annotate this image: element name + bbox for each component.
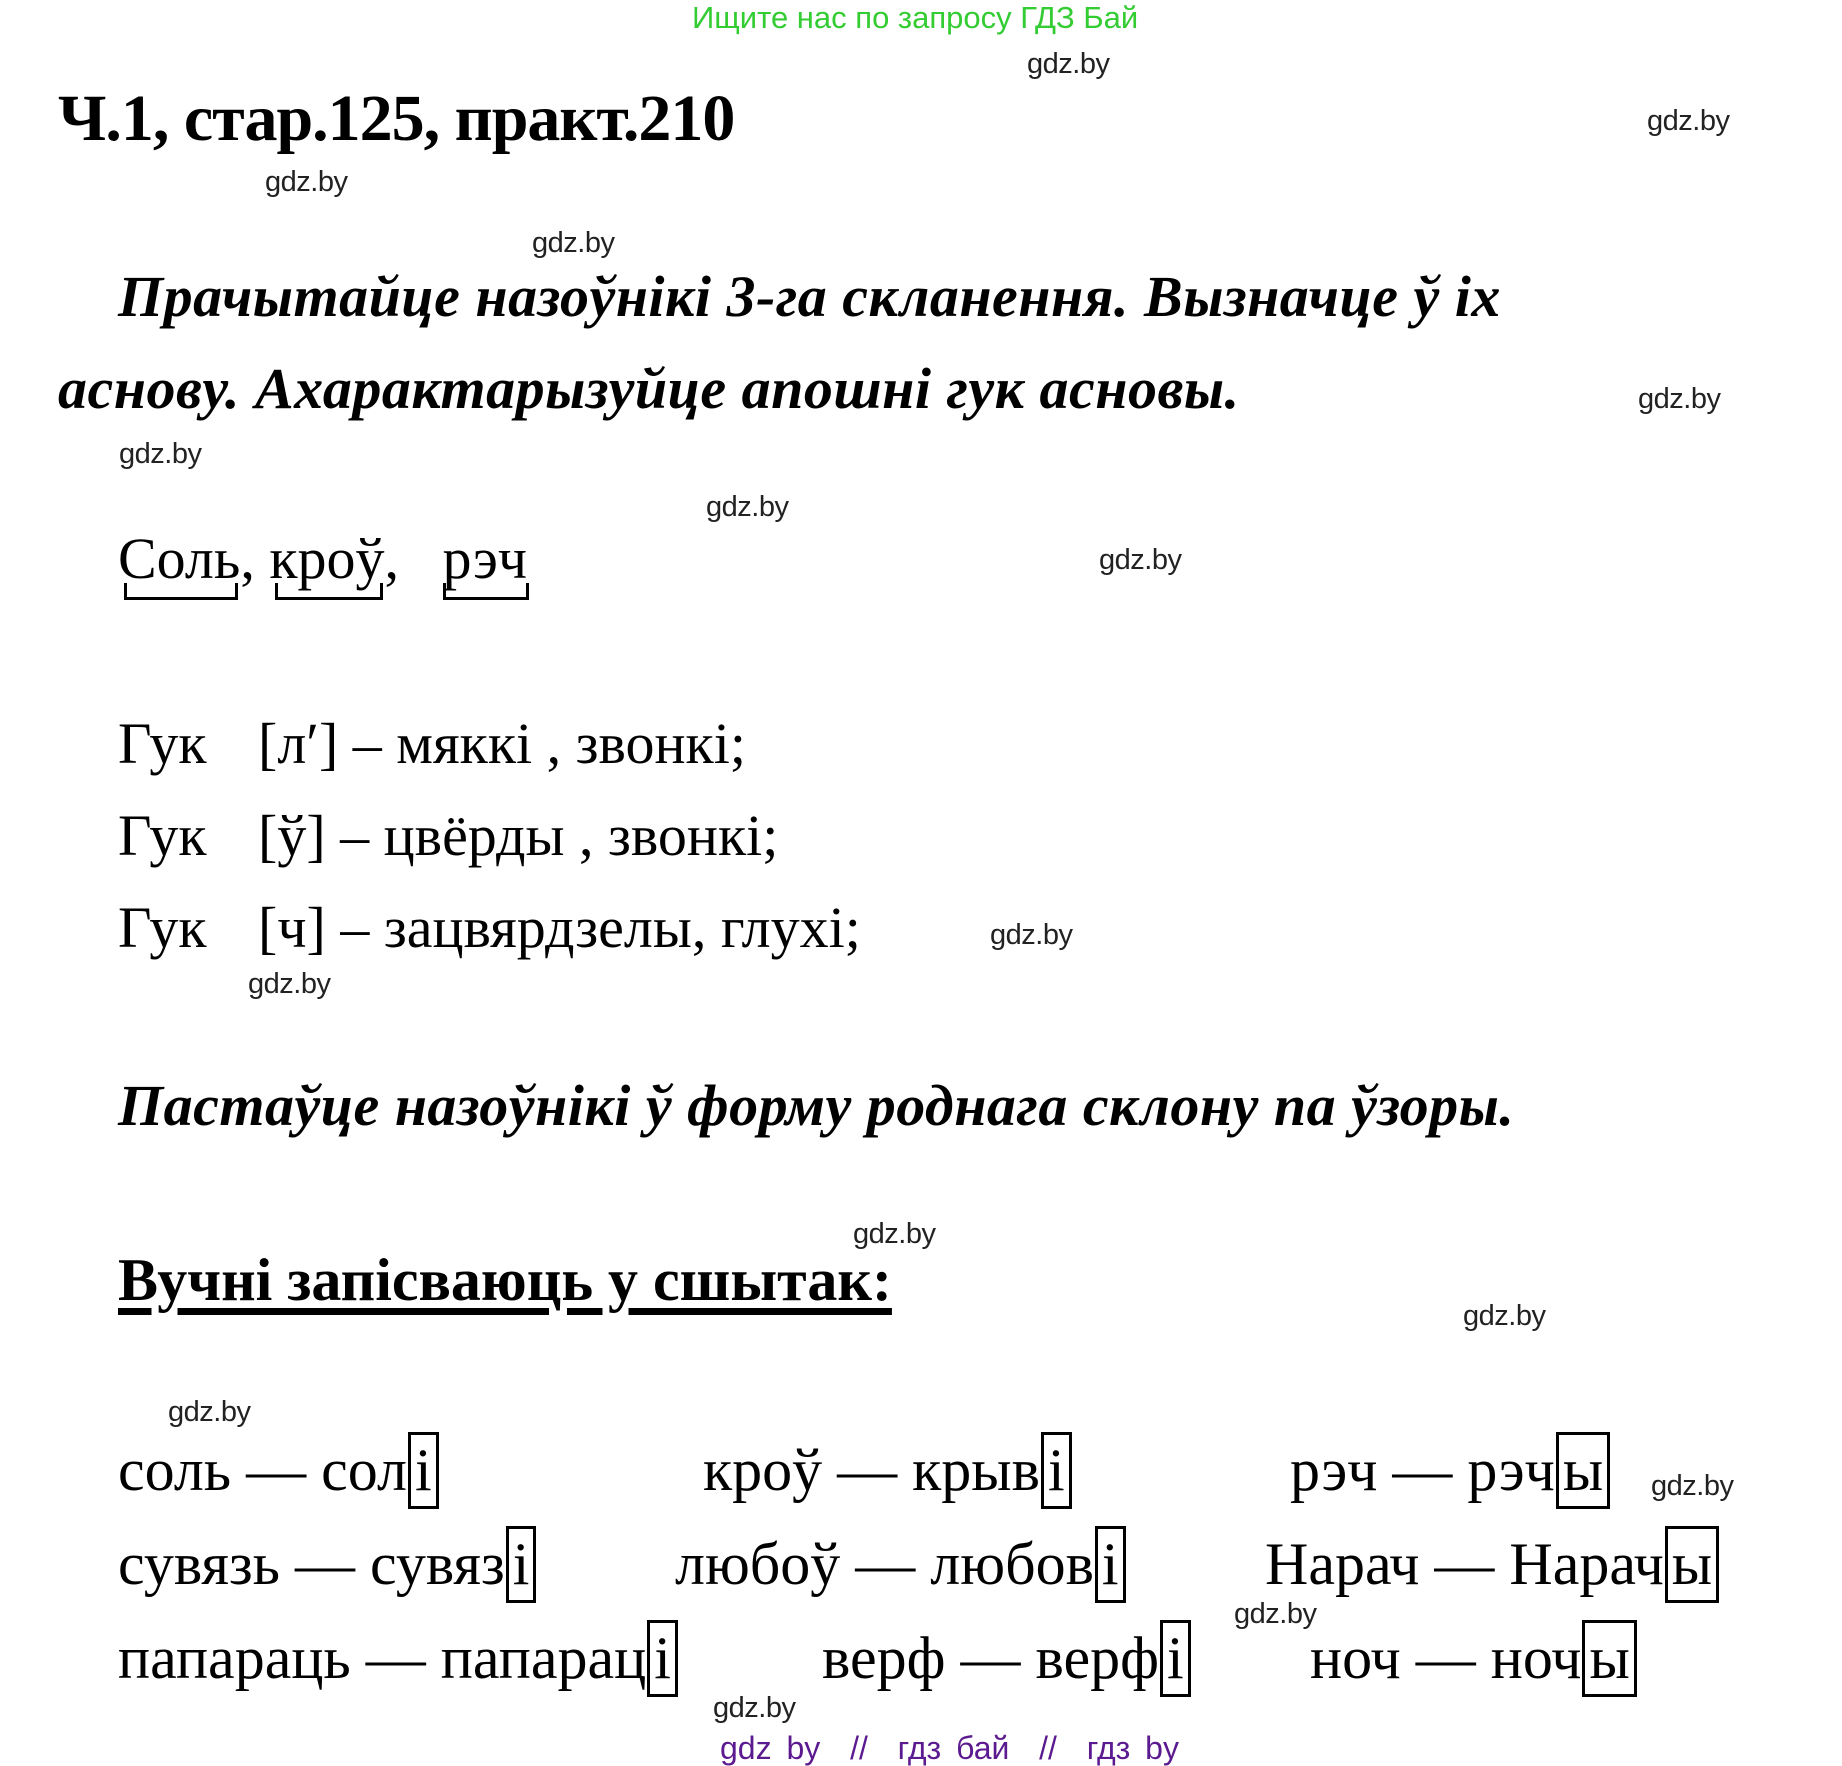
dash: — [231,1437,322,1503]
watermark: gdz.by [119,438,202,470]
watermark: gdz.by [713,1692,796,1724]
genitive-stem: крыв [912,1437,1040,1503]
dash: — [350,1625,441,1691]
watermark: gdz.by [1651,1470,1734,1502]
base-word: Нарач [1265,1531,1420,1597]
sound-description: – зацвярдзелы, глухі; [340,895,861,960]
stem-word-krou [269,526,385,591]
base-word: ноч [1310,1625,1401,1691]
sound-label: Гук [118,803,207,868]
sound-line-2 [118,803,779,868]
ending-box: ы [1556,1432,1610,1509]
ending-box: ы [1665,1526,1719,1603]
dash: — [1377,1437,1468,1503]
dash: — [1400,1625,1491,1691]
base-word: рэч [1290,1437,1378,1503]
sound-symbol: [ў] [258,803,326,868]
genitive-stem: Нарач [1509,1531,1664,1597]
separator: , [240,526,270,591]
word-text: рэч [442,526,528,591]
pair-item [118,1526,536,1603]
watermark: gdz.by [1463,1300,1546,1332]
ending-box: і [408,1432,439,1509]
watermark: gdz.by [706,491,789,523]
watermark: gdz.by [990,919,1073,951]
stem-bracket [124,583,238,600]
ending-box: і [1095,1526,1126,1603]
ending-box: і [1160,1620,1191,1697]
stem-word-sol [118,526,241,591]
pair-item [118,1620,678,1697]
base-word: любоў [675,1531,841,1597]
pair-item [703,1432,1072,1509]
subheading: Вучні запісваюць у сшытак: [118,1247,892,1313]
watermark: gdz.by [532,227,615,259]
base-word: верф [822,1625,946,1691]
sound-line-3 [118,895,861,960]
genitive-stem: рэч [1467,1437,1555,1503]
genitive-stem: папарац [440,1625,647,1691]
watermark: gdz.by [1647,105,1730,137]
genitive-stem: ноч [1490,1625,1582,1691]
page-title: Ч.1, стар.125, практ.210 [58,82,735,155]
stem-bracket [443,583,530,600]
word-text: кроў [269,526,385,591]
instruction-2: Пастаўце назоўнікі ў форму роднага склону па ўзоры. [118,1073,1515,1138]
sound-label: Гук [118,711,207,776]
ending-box: і [647,1620,678,1697]
genitive-stem: любов [930,1531,1094,1597]
pair-item [1310,1620,1637,1697]
sound-description: – мяккі , звонкі; [352,711,746,776]
dash: — [840,1531,931,1597]
watermark: gdz.by [1099,544,1182,576]
watermark: gdz.by [168,1396,251,1428]
word-text: Соль [118,526,241,591]
watermark: gdz.by [1027,48,1110,80]
instruction-line-2: аснову. Ахарактарызуйце апошні гук асновы. [58,356,1240,421]
stem-words-line [118,526,528,591]
watermark: gdz.by [265,166,348,198]
search-hint-banner: Ищите нас по запросу ГДЗ Бай [692,0,1139,35]
dash: — [280,1531,371,1597]
ending-box: ы [1582,1620,1636,1697]
sound-description: – цвёрды , звонкі; [340,803,779,868]
sound-symbol: [л′] [258,711,339,776]
dash: — [822,1437,913,1503]
instruction-line-1: Прачытайце назоўнікі 3-га скланення. Вызначце ў іх [118,264,1501,329]
pair-item [675,1526,1126,1603]
sound-symbol: [ч] [258,895,326,960]
pair-item [118,1432,439,1509]
watermark: gdz.by [248,968,331,1000]
dash: — [1419,1531,1510,1597]
base-word: папараць [118,1625,351,1691]
watermark: gdz.by [1638,383,1721,415]
base-word: сувязь [118,1531,281,1597]
ending-box: і [506,1526,537,1603]
sound-label: Гук [118,895,207,960]
genitive-stem: верф [1035,1625,1159,1691]
watermark: gdz.by [1234,1598,1317,1630]
ending-box: і [1041,1432,1072,1509]
genitive-stem: сол [321,1437,407,1503]
footer-links: gdz by // гдз бай // гдз by [720,1730,1179,1766]
pair-item [822,1620,1191,1697]
stem-bracket [275,583,382,600]
sound-line-1 [118,711,746,776]
separator: , [384,526,443,591]
base-word: кроў [703,1437,823,1503]
watermark: gdz.by [853,1218,936,1250]
dash: — [945,1625,1036,1691]
pair-item [1265,1526,1719,1603]
genitive-stem: сувяз [370,1531,505,1597]
stem-word-rech [442,526,528,591]
pair-item [1290,1432,1610,1509]
base-word: соль [118,1437,232,1503]
